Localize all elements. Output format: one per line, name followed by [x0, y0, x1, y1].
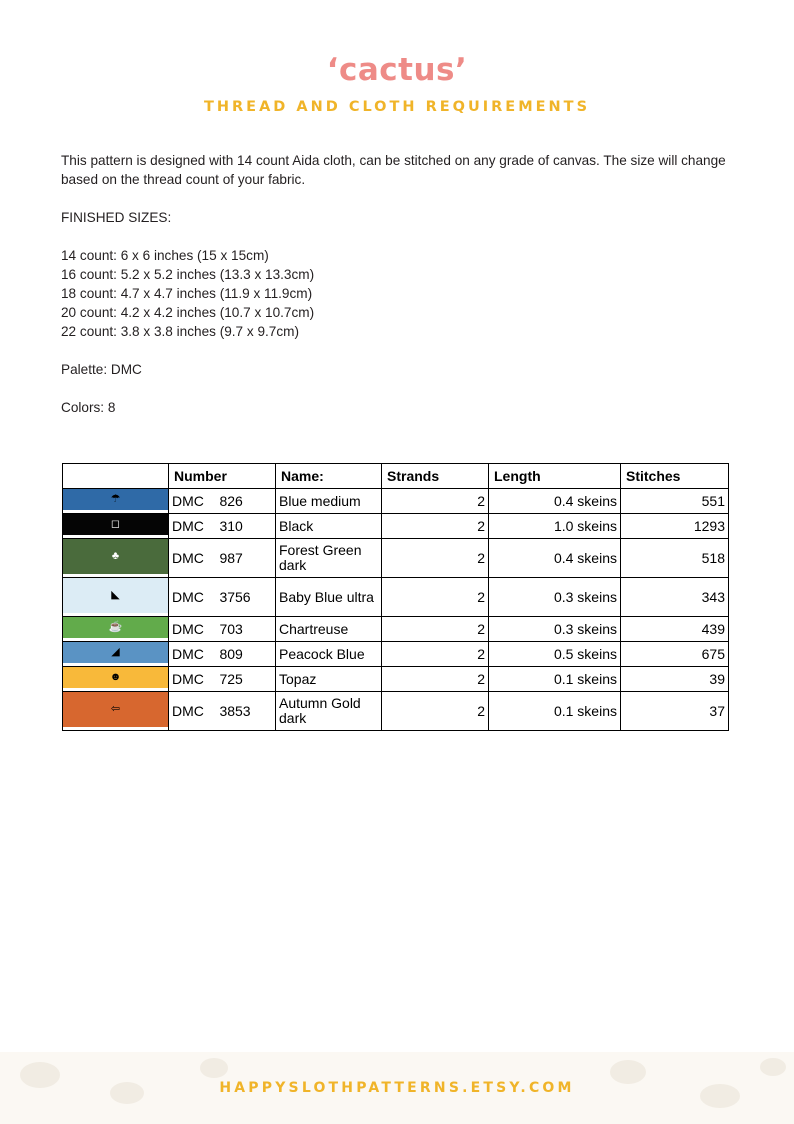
mug-icon: ☕	[108, 621, 123, 633]
color-swatch	[63, 642, 168, 663]
color-swatch-cell	[63, 667, 169, 692]
umbrella-icon: ☂	[110, 493, 121, 505]
thread-stitches: 37	[621, 692, 729, 731]
size-16-count: 16 count: 5.2 x 5.2 inches (13.3 x 13.3cm)	[61, 267, 315, 282]
table-row	[63, 578, 729, 617]
color-swatch-cell	[63, 539, 169, 578]
thread-length: 0.3 skeins	[489, 617, 621, 642]
thread-name: Forest Green dark	[276, 539, 382, 578]
table-row	[63, 539, 729, 578]
size-22-count: 22 count: 3.8 x 3.8 inches (9.7 x 9.7cm)	[61, 324, 300, 339]
club-icon: ♣	[111, 550, 120, 562]
triangle-corner-icon: ◣	[111, 589, 120, 601]
color-swatch-cell	[63, 489, 169, 514]
arrow-left-icon: ⇦	[110, 703, 121, 715]
thread-length: 0.4 skeins	[489, 539, 621, 578]
color-swatch-cell	[63, 578, 169, 617]
thread-number: DMC 826	[169, 489, 276, 514]
pattern-title: ‘cactus’	[326, 52, 468, 88]
table-row	[63, 489, 729, 514]
size-20-count: 20 count: 4.2 x 4.2 inches (10.7 x 10.7cm)	[61, 305, 315, 320]
thread-name: Peacock Blue	[276, 642, 382, 667]
color-swatch	[63, 539, 168, 574]
header-strands: Strands	[382, 464, 489, 489]
thread-length: 0.3 skeins	[489, 578, 621, 617]
thread-name: Topaz	[276, 667, 382, 692]
color-swatch	[63, 617, 168, 638]
thread-stitches: 1293	[621, 514, 729, 539]
thread-strands: 2	[382, 617, 489, 642]
thread-length: 0.1 skeins	[489, 692, 621, 731]
color-swatch	[63, 692, 168, 727]
thread-strands: 2	[382, 692, 489, 731]
table-header-row	[63, 464, 729, 489]
thread-stitches: 39	[621, 667, 729, 692]
thread-table	[62, 463, 729, 731]
colors-count: Colors: 8	[61, 400, 116, 415]
header-stitches: Stitches	[621, 464, 729, 489]
table-row	[63, 642, 729, 667]
color-swatch	[63, 514, 168, 535]
color-swatch-cell	[63, 642, 169, 667]
table-row	[63, 692, 729, 731]
thread-length: 0.4 skeins	[489, 489, 621, 514]
face-icon: ☻	[109, 671, 122, 683]
thread-strands: 2	[382, 667, 489, 692]
table-row	[63, 667, 729, 692]
thread-strands: 2	[382, 489, 489, 514]
thread-name: Baby Blue ultra	[276, 578, 382, 617]
thread-number: DMC 703	[169, 617, 276, 642]
thread-name: Autumn Gold dark	[276, 692, 382, 731]
thread-number: DMC 3853	[169, 692, 276, 731]
thread-number: DMC 809	[169, 642, 276, 667]
intro-section	[61, 151, 731, 417]
thread-number: DMC 310	[169, 514, 276, 539]
header-name: Name:	[276, 464, 382, 489]
thread-stitches: 439	[621, 617, 729, 642]
size-18-count: 18 count: 4.7 x 4.7 inches (11.9 x 11.9cm)	[61, 286, 313, 301]
thread-strands: 2	[382, 539, 489, 578]
header-length: Length	[489, 464, 621, 489]
thread-name: Black	[276, 514, 382, 539]
table-row	[63, 617, 729, 642]
color-swatch-cell	[63, 514, 169, 539]
thread-stitches: 343	[621, 578, 729, 617]
color-swatch-cell	[63, 692, 169, 731]
size-14-count: 14 count: 6 x 6 inches (15 x 15cm)	[61, 248, 269, 263]
thread-number: DMC 725	[169, 667, 276, 692]
footer-url: HAPPYSLOTHPATTERNS.ETSY.COM	[219, 1080, 575, 1096]
thread-strands: 2	[382, 514, 489, 539]
wedge-icon: ◢	[111, 646, 120, 658]
section-subtitle: THREAD AND CLOTH REQUIREMENTS	[203, 99, 591, 115]
thread-length: 0.1 skeins	[489, 667, 621, 692]
header-number: Number	[169, 464, 276, 489]
thread-strands: 2	[382, 578, 489, 617]
color-swatch	[63, 489, 168, 510]
color-swatch	[63, 667, 168, 688]
header-swatch	[63, 464, 169, 489]
thread-name: Blue medium	[276, 489, 382, 514]
color-swatch	[63, 578, 168, 613]
thread-stitches: 551	[621, 489, 729, 514]
thread-name: Chartreuse	[276, 617, 382, 642]
thread-length: 0.5 skeins	[489, 642, 621, 667]
thread-number: DMC 987	[169, 539, 276, 578]
thread-stitches: 518	[621, 539, 729, 578]
thread-strands: 2	[382, 642, 489, 667]
table-row	[63, 514, 729, 539]
square-outline-icon: ◻	[110, 518, 121, 530]
color-swatch-cell	[63, 617, 169, 642]
thread-number: DMC 3756	[169, 578, 276, 617]
finished-sizes-label: FINISHED SIZES:	[61, 210, 172, 225]
intro-description: This pattern is designed with 14 count Aida cloth, can be stitched on any grade of canvas. The size will change based on the thread count of your fabric.	[61, 153, 726, 187]
thread-stitches: 675	[621, 642, 729, 667]
thread-length: 1.0 skeins	[489, 514, 621, 539]
palette-label: Palette: DMC	[61, 362, 142, 377]
